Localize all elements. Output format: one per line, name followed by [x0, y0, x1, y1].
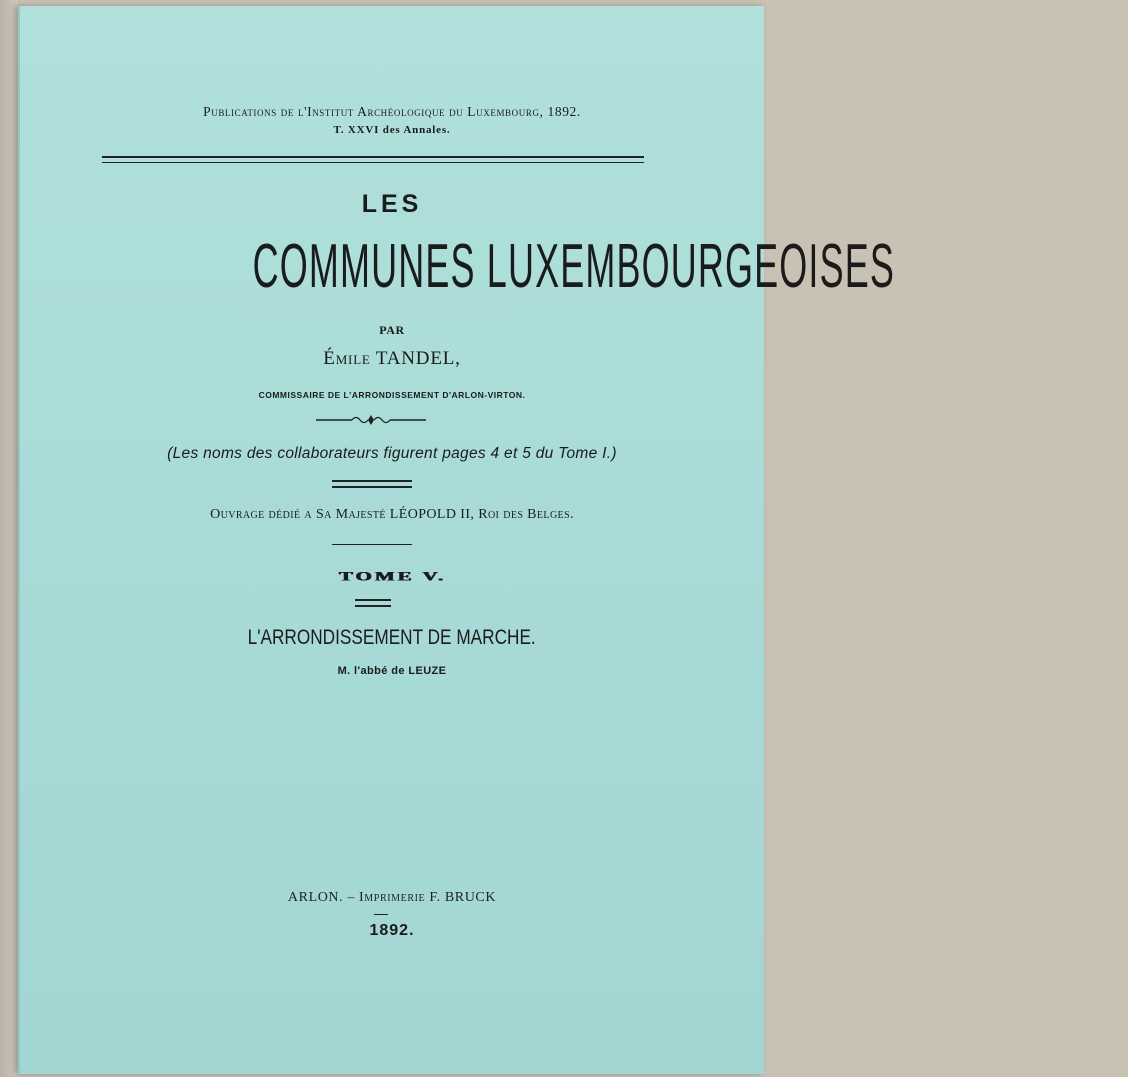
publication-line: Publications de l'Institut Archéologique du Luxembourg, 1892.: [203, 104, 581, 119]
volume-subject-wrap: [20, 626, 764, 650]
annales-line: T. XXVI des Annales.: [333, 124, 451, 136]
single-rule: [332, 544, 412, 545]
volume-label: TOME V.: [338, 568, 446, 584]
par-label: PAR: [379, 323, 405, 337]
dedication-line: Ouvrage dédié a Sa Majesté LÉOPOLD II, Roi des Belges.: [210, 507, 574, 522]
volume-author: M. l'abbé de LEUZE: [337, 665, 447, 677]
volume-wrap: [20, 564, 764, 589]
title-main: COMMUNES LUXEMBOURGEOISES: [252, 232, 896, 301]
book-cover: [18, 6, 896, 1074]
publication-year: 1892.: [369, 922, 415, 939]
volume-subject: L'ARRONDISSEMENT DE MARCHE.: [247, 626, 537, 649]
author-name: Émile TANDEL,: [323, 348, 461, 369]
double-rule-mid: [332, 480, 412, 488]
imprint-line: ARLON. – Imprimerie F. BRUCK: [287, 890, 497, 905]
collaborators-note: (Les noms des collaborateurs figurent pages 4 et 5 du Tome I.): [167, 445, 617, 462]
ornament-divider: [316, 412, 426, 428]
title-top: LES: [361, 190, 423, 218]
background-surface: [0, 0, 18, 1077]
double-rule-small: [355, 599, 391, 607]
tiny-rule: [374, 914, 388, 915]
author-role: COMMISSAIRE DE L'ARRONDISSEMENT D'ARLON-VIRTON.: [258, 390, 526, 400]
double-rule-top: [102, 156, 644, 163]
title-main-wrap: [20, 232, 896, 302]
